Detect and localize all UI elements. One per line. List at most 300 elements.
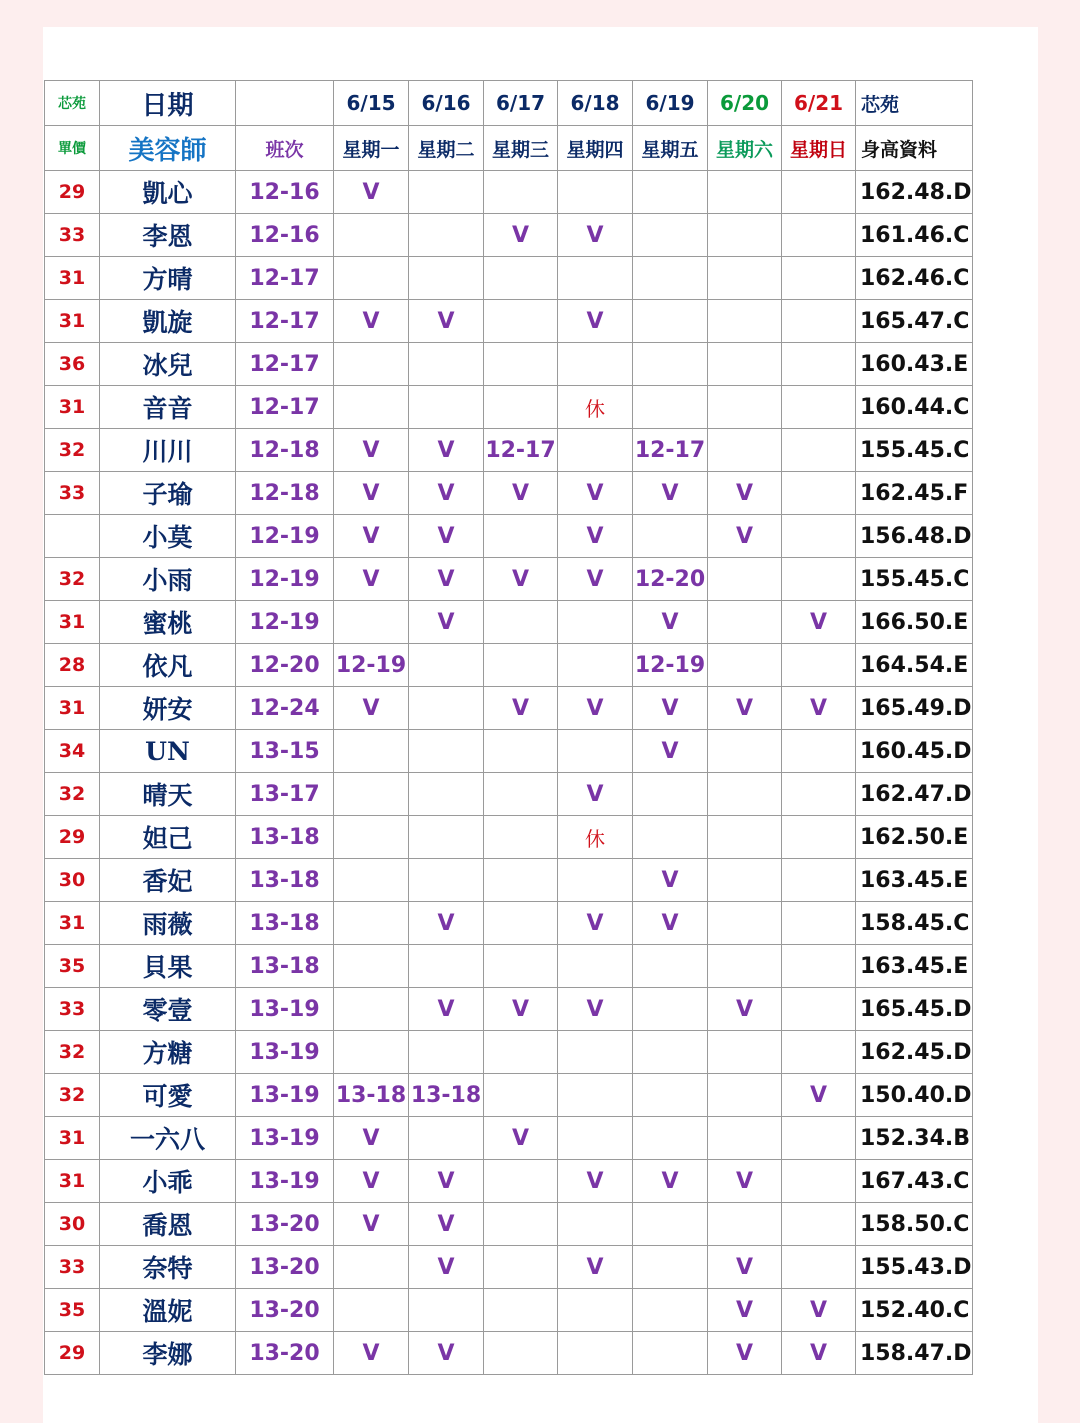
day-cell: V	[484, 988, 558, 1031]
day-cell: V	[708, 515, 782, 558]
day-cell	[484, 1203, 558, 1246]
height-cell: 150.40.D	[856, 1074, 973, 1117]
price-cell: 33	[45, 988, 100, 1031]
day-cell	[708, 816, 782, 859]
day-cell	[633, 343, 708, 386]
height-cell: 162.48.D	[856, 171, 973, 214]
height-cell: 162.47.D	[856, 773, 973, 816]
price-cell: 29	[45, 816, 100, 859]
day-cell	[782, 429, 856, 472]
stylist-name-cell: 可愛	[100, 1074, 236, 1117]
shift-cell: 13-18	[236, 859, 334, 902]
day-cell	[782, 945, 856, 988]
day-cell	[708, 859, 782, 902]
day-cell	[708, 1031, 782, 1074]
day-cell	[782, 902, 856, 945]
stylist-name-cell: 晴天	[100, 773, 236, 816]
price-cell: 32	[45, 1074, 100, 1117]
day-cell: V	[633, 730, 708, 773]
day-cell: 12-17	[484, 429, 558, 472]
day-cell	[334, 386, 409, 429]
price-cell: 35	[45, 945, 100, 988]
day-cell	[409, 343, 484, 386]
day-cell: 12-19	[334, 644, 409, 687]
price-cell: 29	[45, 171, 100, 214]
stylist-name-cell: 蜜桃	[100, 601, 236, 644]
day-cell	[558, 859, 633, 902]
day-cell: V	[409, 1160, 484, 1203]
day-cell	[633, 257, 708, 300]
stylist-name-cell: 貝果	[100, 945, 236, 988]
day-cell	[558, 1074, 633, 1117]
weekday-header-sunday: 星期日	[782, 126, 856, 171]
shift-cell: 13-19	[236, 1074, 334, 1117]
day-cell: V	[409, 1332, 484, 1375]
table-row	[45, 257, 973, 300]
day-cell	[558, 644, 633, 687]
table-row	[45, 300, 973, 343]
day-cell: V	[558, 300, 633, 343]
day-cell: V	[334, 1203, 409, 1246]
table-row	[45, 1117, 973, 1160]
shift-cell: 12-24	[236, 687, 334, 730]
height-cell: 162.46.C	[856, 257, 973, 300]
day-cell	[782, 773, 856, 816]
day-cell	[633, 1074, 708, 1117]
stylist-name-cell: 川川	[100, 429, 236, 472]
table-row	[45, 1203, 973, 1246]
day-cell	[484, 1246, 558, 1289]
day-cell	[633, 1117, 708, 1160]
day-cell	[484, 730, 558, 773]
table-row	[45, 171, 973, 214]
day-cell: V	[334, 515, 409, 558]
header-row-weekdays	[45, 126, 973, 171]
shift-label: 班次	[236, 126, 334, 171]
stylist-name-cell: 妲己	[100, 816, 236, 859]
price-cell: 36	[45, 343, 100, 386]
day-cell: V	[633, 601, 708, 644]
date-header: 6/16	[409, 81, 484, 126]
day-cell	[782, 816, 856, 859]
brand-label: 芯苑	[45, 81, 100, 126]
day-cell: V	[782, 687, 856, 730]
blank-header-cell	[236, 81, 334, 126]
price-cell: 30	[45, 1203, 100, 1246]
day-cell: V	[334, 300, 409, 343]
day-cell	[409, 816, 484, 859]
day-cell	[334, 816, 409, 859]
stylist-name-cell: 音音	[100, 386, 236, 429]
day-cell	[484, 1031, 558, 1074]
price-cell: 33	[45, 214, 100, 257]
shift-cell: 13-19	[236, 988, 334, 1031]
price-cell: 32	[45, 558, 100, 601]
height-cell: 163.45.E	[856, 859, 973, 902]
day-cell	[708, 558, 782, 601]
shift-cell: 12-17	[236, 257, 334, 300]
shift-cell: 12-17	[236, 386, 334, 429]
day-cell: V	[708, 988, 782, 1031]
date-label: 日期	[100, 81, 236, 126]
day-cell: V	[334, 558, 409, 601]
day-cell	[334, 257, 409, 300]
stylist-name-cell: 香妃	[100, 859, 236, 902]
day-cell: V	[334, 1117, 409, 1160]
day-cell	[558, 171, 633, 214]
price-cell: 31	[45, 687, 100, 730]
schedule-table	[44, 80, 973, 1375]
day-cell: V	[334, 429, 409, 472]
height-cell: 164.54.E	[856, 644, 973, 687]
day-cell	[633, 1289, 708, 1332]
table-row	[45, 1246, 973, 1289]
day-cell	[334, 343, 409, 386]
day-cell	[484, 601, 558, 644]
price-cell: 31	[45, 1160, 100, 1203]
table-row	[45, 730, 973, 773]
day-cell: V	[708, 1160, 782, 1203]
shift-cell: 13-20	[236, 1289, 334, 1332]
day-cell: V	[558, 515, 633, 558]
table-row	[45, 773, 973, 816]
shift-cell: 13-19	[236, 1031, 334, 1074]
day-cell	[484, 644, 558, 687]
day-cell: V	[708, 687, 782, 730]
day-cell	[558, 1289, 633, 1332]
day-cell	[782, 472, 856, 515]
day-cell	[484, 257, 558, 300]
day-cell	[409, 730, 484, 773]
stylist-name-cell: 雨薇	[100, 902, 236, 945]
day-cell: V	[782, 1289, 856, 1332]
height-cell: 160.44.C	[856, 386, 973, 429]
day-cell: V	[409, 601, 484, 644]
day-cell	[633, 988, 708, 1031]
table-row	[45, 472, 973, 515]
day-cell: V	[633, 902, 708, 945]
day-cell	[558, 945, 633, 988]
source-label: 芯苑	[856, 81, 973, 126]
day-cell	[782, 1246, 856, 1289]
shift-cell: 12-17	[236, 343, 334, 386]
day-cell	[633, 1031, 708, 1074]
day-cell	[484, 902, 558, 945]
day-cell	[708, 171, 782, 214]
table-row	[45, 859, 973, 902]
height-cell: 162.45.F	[856, 472, 973, 515]
day-cell: V	[409, 1246, 484, 1289]
table-row	[45, 515, 973, 558]
shift-cell: 13-20	[236, 1332, 334, 1375]
day-cell	[633, 773, 708, 816]
day-cell	[484, 1289, 558, 1332]
day-cell: V	[558, 214, 633, 257]
day-cell	[633, 816, 708, 859]
day-cell	[708, 386, 782, 429]
height-cell: 156.48.D	[856, 515, 973, 558]
price-cell: 33	[45, 1246, 100, 1289]
day-cell	[708, 902, 782, 945]
day-cell	[708, 1117, 782, 1160]
shift-cell: 13-18	[236, 945, 334, 988]
day-cell	[558, 1031, 633, 1074]
day-cell	[558, 730, 633, 773]
height-cell: 158.47.D	[856, 1332, 973, 1375]
stylist-name-cell: 一六八	[100, 1117, 236, 1160]
height-cell: 167.43.C	[856, 1160, 973, 1203]
stylist-name-cell: 冰兒	[100, 343, 236, 386]
day-cell	[782, 214, 856, 257]
day-cell	[708, 945, 782, 988]
day-cell: V	[633, 1160, 708, 1203]
day-cell	[782, 257, 856, 300]
price-cell	[45, 515, 100, 558]
day-cell	[782, 1160, 856, 1203]
day-cell	[409, 386, 484, 429]
shift-cell: 12-18	[236, 472, 334, 515]
day-cell	[782, 1117, 856, 1160]
day-cell: V	[484, 214, 558, 257]
height-label: 身高資料	[856, 126, 973, 171]
day-cell	[708, 257, 782, 300]
day-cell: V	[409, 558, 484, 601]
stylist-name-cell: 奈特	[100, 1246, 236, 1289]
shift-cell: 13-19	[236, 1117, 334, 1160]
price-cell: 31	[45, 902, 100, 945]
price-label: 單價	[45, 126, 100, 171]
stylist-name-cell: 小雨	[100, 558, 236, 601]
price-cell: 29	[45, 1332, 100, 1375]
table-row	[45, 816, 973, 859]
stylist-name-cell: 凱心	[100, 171, 236, 214]
height-cell: 160.43.E	[856, 343, 973, 386]
day-cell	[334, 859, 409, 902]
day-cell: V	[484, 1117, 558, 1160]
day-cell	[409, 1289, 484, 1332]
day-cell: V	[782, 1074, 856, 1117]
price-cell: 30	[45, 859, 100, 902]
day-cell	[409, 214, 484, 257]
table-row	[45, 214, 973, 257]
price-cell: 32	[45, 773, 100, 816]
day-cell	[782, 558, 856, 601]
day-cell: 13-18	[409, 1074, 484, 1117]
day-cell: V	[409, 902, 484, 945]
height-cell: 161.46.C	[856, 214, 973, 257]
day-cell	[409, 1117, 484, 1160]
day-cell: V	[334, 171, 409, 214]
day-cell: V	[708, 472, 782, 515]
day-cell: V	[558, 1160, 633, 1203]
table-row	[45, 558, 973, 601]
day-cell: V	[484, 687, 558, 730]
day-cell	[334, 214, 409, 257]
day-cell	[558, 429, 633, 472]
height-cell: 158.45.C	[856, 902, 973, 945]
day-cell: V	[334, 1332, 409, 1375]
height-cell: 165.45.D	[856, 988, 973, 1031]
table-row	[45, 601, 973, 644]
day-cell	[708, 1074, 782, 1117]
day-cell: V	[633, 687, 708, 730]
day-cell	[782, 1031, 856, 1074]
day-cell: V	[409, 300, 484, 343]
stylist-name-cell: 小莫	[100, 515, 236, 558]
price-cell: 32	[45, 1031, 100, 1074]
price-cell: 28	[45, 644, 100, 687]
day-cell: 12-17	[633, 429, 708, 472]
day-cell	[782, 730, 856, 773]
shift-cell: 12-20	[236, 644, 334, 687]
day-cell	[484, 945, 558, 988]
height-cell: 158.50.C	[856, 1203, 973, 1246]
day-cell: V	[782, 1332, 856, 1375]
day-cell	[633, 214, 708, 257]
table-row	[45, 429, 973, 472]
weekday-header: 星期五	[633, 126, 708, 171]
date-header: 6/18	[558, 81, 633, 126]
height-cell: 162.50.E	[856, 816, 973, 859]
day-cell	[708, 1203, 782, 1246]
price-cell: 31	[45, 257, 100, 300]
day-cell	[409, 171, 484, 214]
day-cell	[633, 1332, 708, 1375]
table-row	[45, 386, 973, 429]
shift-cell: 12-19	[236, 601, 334, 644]
stylist-name-cell: 零壹	[100, 988, 236, 1031]
day-cell: V	[558, 472, 633, 515]
day-cell: V	[484, 558, 558, 601]
day-cell	[409, 859, 484, 902]
day-cell: 休	[558, 386, 633, 429]
table-row	[45, 644, 973, 687]
day-cell	[409, 1031, 484, 1074]
day-cell	[484, 773, 558, 816]
day-cell	[484, 1332, 558, 1375]
day-cell: V	[708, 1246, 782, 1289]
day-cell	[708, 300, 782, 343]
day-cell: V	[708, 1289, 782, 1332]
shift-cell: 13-20	[236, 1203, 334, 1246]
height-cell: 155.45.C	[856, 558, 973, 601]
day-cell: 12-20	[633, 558, 708, 601]
day-cell	[782, 343, 856, 386]
day-cell	[633, 300, 708, 343]
day-cell	[782, 300, 856, 343]
day-cell: V	[409, 429, 484, 472]
day-cell	[633, 171, 708, 214]
day-cell	[708, 601, 782, 644]
shift-cell: 12-17	[236, 300, 334, 343]
price-cell: 34	[45, 730, 100, 773]
day-cell: V	[558, 1246, 633, 1289]
day-cell	[484, 1074, 558, 1117]
day-cell	[334, 945, 409, 988]
day-cell: V	[409, 515, 484, 558]
day-cell: V	[409, 472, 484, 515]
weekday-header: 星期四	[558, 126, 633, 171]
day-cell	[558, 1117, 633, 1160]
day-cell	[558, 343, 633, 386]
height-cell: 155.45.C	[856, 429, 973, 472]
day-cell	[558, 257, 633, 300]
price-cell: 32	[45, 429, 100, 472]
day-cell	[484, 816, 558, 859]
day-cell	[782, 515, 856, 558]
weekday-header: 星期三	[484, 126, 558, 171]
day-cell	[484, 515, 558, 558]
day-cell	[558, 1332, 633, 1375]
day-cell	[484, 343, 558, 386]
price-cell: 33	[45, 472, 100, 515]
shift-cell: 13-15	[236, 730, 334, 773]
table-row	[45, 1031, 973, 1074]
table-row	[45, 902, 973, 945]
day-cell	[409, 687, 484, 730]
price-cell: 31	[45, 601, 100, 644]
day-cell	[484, 859, 558, 902]
day-cell	[334, 773, 409, 816]
day-cell	[409, 773, 484, 816]
stylist-label: 美容師	[100, 126, 236, 171]
day-cell	[633, 1246, 708, 1289]
day-cell: V	[334, 1160, 409, 1203]
stylist-name-cell: 小乖	[100, 1160, 236, 1203]
day-cell	[708, 343, 782, 386]
table-row	[45, 687, 973, 730]
date-header: 6/17	[484, 81, 558, 126]
day-cell: V	[409, 1203, 484, 1246]
stylist-name-cell: 方糖	[100, 1031, 236, 1074]
shift-cell: 12-19	[236, 515, 334, 558]
stylist-name-cell: 凱旋	[100, 300, 236, 343]
table-row	[45, 343, 973, 386]
day-cell	[708, 644, 782, 687]
day-cell	[484, 386, 558, 429]
day-cell	[633, 386, 708, 429]
height-cell: 152.40.C	[856, 1289, 973, 1332]
date-header: 6/19	[633, 81, 708, 126]
height-cell: 165.49.D	[856, 687, 973, 730]
shift-cell: 13-19	[236, 1160, 334, 1203]
day-cell	[558, 1203, 633, 1246]
date-header: 6/15	[334, 81, 409, 126]
day-cell	[708, 429, 782, 472]
day-cell: V	[633, 859, 708, 902]
day-cell: V	[409, 988, 484, 1031]
table-row	[45, 945, 973, 988]
stylist-name-cell: 李恩	[100, 214, 236, 257]
table-row	[45, 1332, 973, 1375]
day-cell: 12-19	[633, 644, 708, 687]
day-cell: V	[782, 601, 856, 644]
shift-cell: 13-18	[236, 816, 334, 859]
header-row-dates	[45, 81, 973, 126]
shift-cell: 12-19	[236, 558, 334, 601]
day-cell	[708, 730, 782, 773]
price-cell: 31	[45, 386, 100, 429]
height-cell: 160.45.D	[856, 730, 973, 773]
day-cell	[334, 1289, 409, 1332]
day-cell	[708, 773, 782, 816]
day-cell	[782, 386, 856, 429]
stylist-name-cell: 李娜	[100, 1332, 236, 1375]
day-cell	[334, 730, 409, 773]
table-row	[45, 988, 973, 1031]
height-cell: 152.34.B	[856, 1117, 973, 1160]
day-cell: V	[334, 687, 409, 730]
